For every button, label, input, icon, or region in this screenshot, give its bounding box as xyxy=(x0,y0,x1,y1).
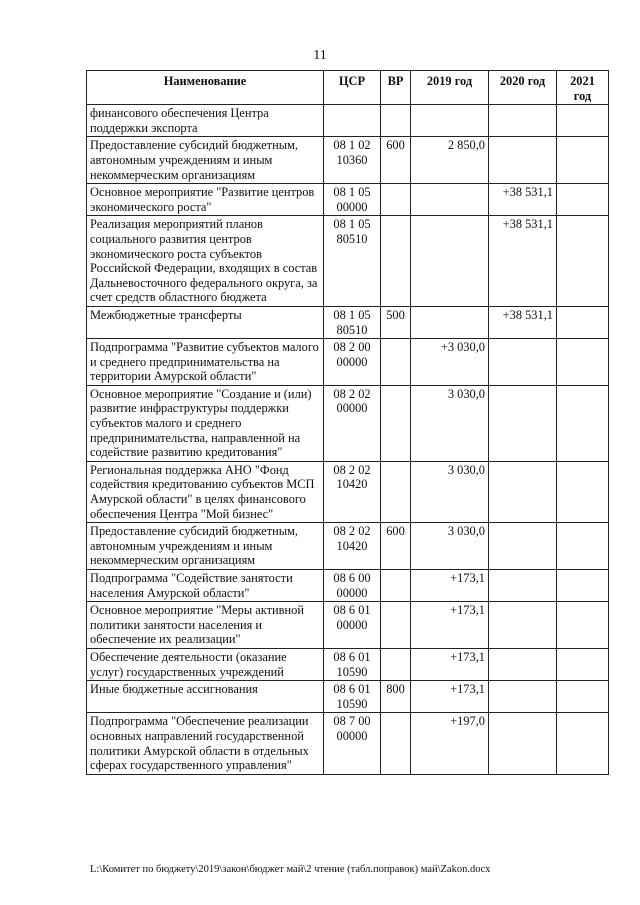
cell-2021 xyxy=(557,713,609,774)
cell-vr xyxy=(381,105,411,137)
cell-2019 xyxy=(411,184,489,216)
cell-2021 xyxy=(557,306,609,338)
table-row xyxy=(87,339,609,386)
table-row xyxy=(87,602,609,649)
cell-name: Основное мероприятие "Развитие центров экономического роста" xyxy=(87,184,324,216)
cell-2020: +38 531,1 xyxy=(489,216,557,307)
cell-vr xyxy=(381,570,411,602)
cell-name: Основное мероприятие "Создание и (или) развитие инфраструктуры поддержки субъектов малого и среднего предпринимательства, направленной на содействие развитию кредитования" xyxy=(87,385,324,461)
page-number: 11 xyxy=(313,48,327,63)
cell-2019 xyxy=(411,216,489,307)
cell-name: Межбюджетные трансферты xyxy=(87,306,324,338)
table-row xyxy=(87,713,609,774)
table-row xyxy=(87,306,609,338)
cell-csr: 08 6 00 00000 xyxy=(324,570,381,602)
cell-2021 xyxy=(557,105,609,137)
cell-2020: +38 531,1 xyxy=(489,306,557,338)
cell-csr: 08 2 02 00000 xyxy=(324,385,381,461)
cell-name: Региональная поддержка АНО "Фонд содействия кредитованию субъектов МСП Амурской области" в целях финансового обеспечения Центра "Мой бизнес" xyxy=(87,461,324,522)
table-row xyxy=(87,216,609,307)
cell-name: Основное мероприятие "Меры активной политики занятости населения и обеспечение их реализации" xyxy=(87,602,324,649)
cell-name: Обеспечение деятельности (оказание услуг) государственных учреждений xyxy=(87,648,324,680)
cell-name: Подпрограмма "Содействие занятости населения Амурской области" xyxy=(87,570,324,602)
cell-2019: +197,0 xyxy=(411,713,489,774)
cell-2021 xyxy=(557,648,609,680)
table-row xyxy=(87,681,609,713)
table-row xyxy=(87,385,609,461)
cell-vr: 800 xyxy=(381,681,411,713)
budget-table xyxy=(86,70,609,775)
cell-2020 xyxy=(489,339,557,386)
header-2019: 2019 год xyxy=(411,71,489,105)
cell-csr: 08 6 01 10590 xyxy=(324,648,381,680)
header-2021: 2021 год xyxy=(557,71,609,105)
cell-csr: 08 2 00 00000 xyxy=(324,339,381,386)
table-body xyxy=(87,105,609,775)
cell-2020 xyxy=(489,570,557,602)
cell-2019: 3 030,0 xyxy=(411,523,489,570)
cell-csr: 08 2 02 10420 xyxy=(324,461,381,522)
cell-2020 xyxy=(489,523,557,570)
cell-csr: 08 7 00 00000 xyxy=(324,713,381,774)
cell-name: Подпрограмма "Обеспечение реализации основных направлений государственной политики Амурской области в отдельных сферах государственного управления" xyxy=(87,713,324,774)
cell-2019: 3 030,0 xyxy=(411,461,489,522)
table-row xyxy=(87,184,609,216)
cell-name: финансового обеспечения Центра поддержки экспорта xyxy=(87,105,324,137)
cell-2020 xyxy=(489,602,557,649)
cell-2020 xyxy=(489,461,557,522)
cell-name: Предоставление субсидий бюджетным, автономным учреждениям и иным некоммерческим организациям xyxy=(87,137,324,184)
cell-2020: +38 531,1 xyxy=(489,184,557,216)
file-path-footer: L:\Комитет по бюджету\2019\закон\бюджет май\2 чтение (табл.поправок) май\Zakon.docx xyxy=(90,864,491,875)
cell-2020 xyxy=(489,648,557,680)
cell-2019: +173,1 xyxy=(411,602,489,649)
cell-vr xyxy=(381,602,411,649)
cell-2020 xyxy=(489,105,557,137)
cell-csr: 08 2 02 10420 xyxy=(324,523,381,570)
cell-2020 xyxy=(489,385,557,461)
cell-2019: +173,1 xyxy=(411,648,489,680)
header-vr: ВР xyxy=(381,71,411,105)
cell-vr xyxy=(381,339,411,386)
cell-2021 xyxy=(557,385,609,461)
cell-vr xyxy=(381,713,411,774)
cell-2019 xyxy=(411,306,489,338)
cell-name: Иные бюджетные ассигнования xyxy=(87,681,324,713)
cell-vr xyxy=(381,461,411,522)
cell-2019 xyxy=(411,105,489,137)
cell-name: Предоставление субсидий бюджетным, автономным учреждениям и иным некоммерческим организациям xyxy=(87,523,324,570)
table-row xyxy=(87,648,609,680)
cell-vr: 500 xyxy=(381,306,411,338)
table-header-row xyxy=(87,71,609,105)
cell-2019: +3 030,0 xyxy=(411,339,489,386)
cell-csr: 08 1 05 80510 xyxy=(324,306,381,338)
cell-2020 xyxy=(489,681,557,713)
cell-csr: 08 1 05 00000 xyxy=(324,184,381,216)
header-csr: ЦСР xyxy=(324,71,381,105)
cell-2021 xyxy=(557,461,609,522)
cell-2019: +173,1 xyxy=(411,570,489,602)
cell-csr: 08 6 01 10590 xyxy=(324,681,381,713)
table-row xyxy=(87,105,609,137)
cell-name: Подпрограмма "Развитие субъектов малого и среднего предпринимательства на территории Амурской области" xyxy=(87,339,324,386)
cell-2019: +173,1 xyxy=(411,681,489,713)
header-name: Наименование xyxy=(87,71,324,105)
cell-csr: 08 1 02 10360 xyxy=(324,137,381,184)
cell-vr xyxy=(381,184,411,216)
table-row xyxy=(87,570,609,602)
cell-2021 xyxy=(557,681,609,713)
cell-2021 xyxy=(557,339,609,386)
cell-csr xyxy=(324,105,381,137)
cell-2021 xyxy=(557,602,609,649)
cell-vr xyxy=(381,216,411,307)
table-row xyxy=(87,137,609,184)
cell-2020 xyxy=(489,137,557,184)
cell-2019: 3 030,0 xyxy=(411,385,489,461)
table-row xyxy=(87,461,609,522)
cell-2021 xyxy=(557,184,609,216)
cell-2021 xyxy=(557,137,609,184)
cell-name: Реализация мероприятий планов социального развития центров экономического роста субъектов Российской Федерации, входящих в состав Дальневосточного федерального округа, за счет средств областного бюджета xyxy=(87,216,324,307)
table-row xyxy=(87,523,609,570)
cell-2020 xyxy=(489,713,557,774)
cell-2021 xyxy=(557,570,609,602)
cell-csr: 08 6 01 00000 xyxy=(324,602,381,649)
cell-vr: 600 xyxy=(381,137,411,184)
cell-vr xyxy=(381,385,411,461)
cell-2021 xyxy=(557,216,609,307)
cell-vr: 600 xyxy=(381,523,411,570)
cell-csr: 08 1 05 80510 xyxy=(324,216,381,307)
cell-2021 xyxy=(557,523,609,570)
header-2020: 2020 год xyxy=(489,71,557,105)
cell-vr xyxy=(381,648,411,680)
cell-2019: 2 850,0 xyxy=(411,137,489,184)
